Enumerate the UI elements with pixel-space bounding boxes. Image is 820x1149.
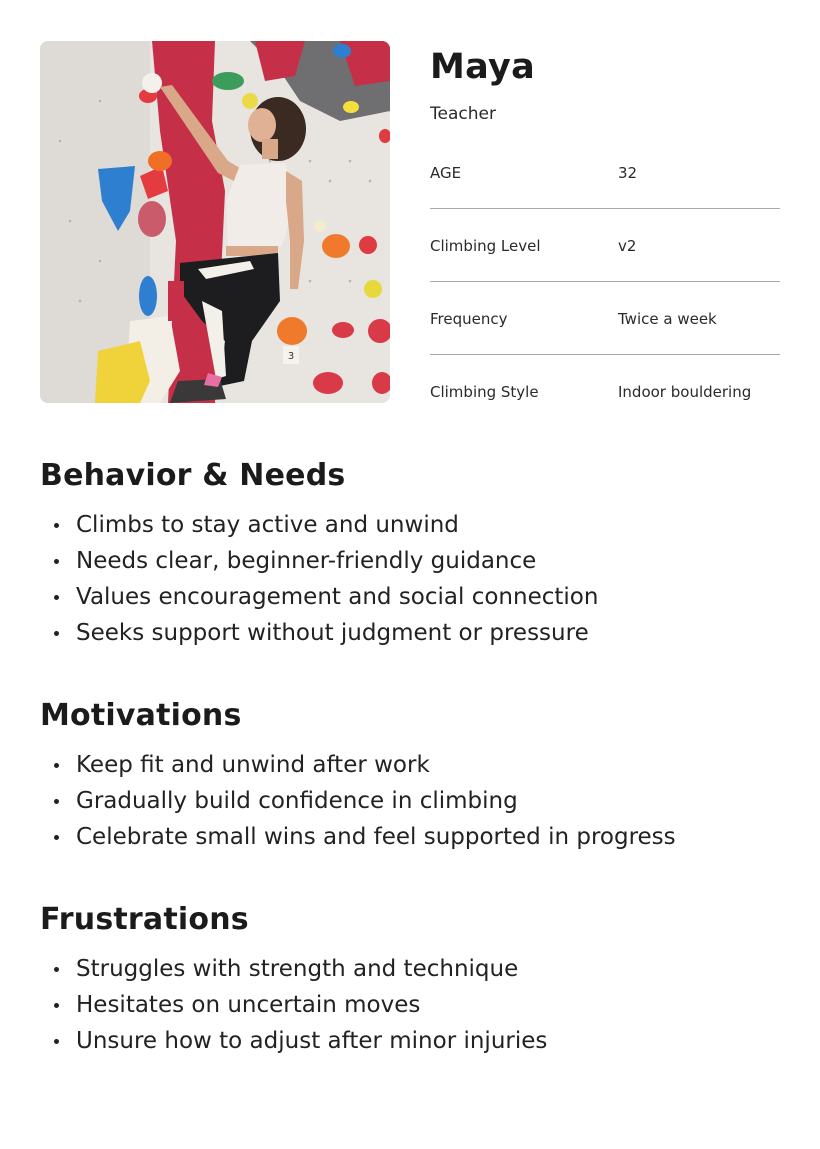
list-item: Seeks support without judgment or pressure <box>40 615 780 651</box>
list-item: Struggles with strength and technique <box>40 951 780 987</box>
attribute-value: Twice a week <box>618 310 717 328</box>
attribute-label: Frequency <box>430 310 508 328</box>
attribute-value: Indoor bouldering <box>618 383 752 401</box>
svg-text:3: 3 <box>287 351 295 362</box>
attribute-label: Climbing Style <box>430 383 539 401</box>
bullet-icon <box>54 631 59 636</box>
attribute-value: v2 <box>618 237 637 255</box>
section-behavior-needs <box>40 458 780 651</box>
attribute-row-age <box>430 136 780 209</box>
section-title: Behavior & Needs <box>40 458 346 493</box>
attribute-value: 32 <box>618 164 638 182</box>
list-item: Values encouragement and social connection <box>40 579 780 615</box>
bullet-icon <box>54 559 59 564</box>
attribute-row-frequency <box>430 282 780 355</box>
list-item: Celebrate small wins and feel supported in progress <box>40 819 780 855</box>
bullet-list <box>40 507 780 651</box>
bullet-icon <box>54 523 59 528</box>
section-title: Frustrations <box>40 902 249 937</box>
persona-occupation: Teacher <box>430 104 496 124</box>
route-tag <box>283 346 299 364</box>
bullet-icon <box>54 1003 59 1008</box>
section-motivations <box>40 698 780 855</box>
bullet-icon <box>54 967 59 972</box>
bullet-icon <box>54 1039 59 1044</box>
bullet-icon <box>54 595 59 600</box>
bullet-icon <box>54 835 59 840</box>
climbing-wall-image <box>40 41 390 403</box>
persona-photo <box>40 41 390 403</box>
list-item: Hesitates on uncertain moves <box>40 987 780 1023</box>
attribute-label: AGE <box>430 164 462 182</box>
list-item: Gradually build confidence in climbing <box>40 783 780 819</box>
section-frustrations <box>40 902 780 1059</box>
bullet-icon <box>54 799 59 804</box>
list-item: Unsure how to adjust after minor injuries <box>40 1023 780 1059</box>
attribute-row-climbing-level <box>430 209 780 282</box>
bullet-list <box>40 951 780 1059</box>
bullet-list <box>40 747 780 855</box>
attribute-row-climbing-style <box>430 355 780 427</box>
list-item: Keep fit and unwind after work <box>40 747 780 783</box>
attribute-label: Climbing Level <box>430 237 541 255</box>
persona-attributes <box>430 136 780 427</box>
section-title: Motivations <box>40 698 242 733</box>
bullet-icon <box>54 763 59 768</box>
list-item: Needs clear, beginner-friendly guidance <box>40 543 780 579</box>
persona-name: Maya <box>430 47 536 87</box>
list-item: Climbs to stay active and unwind <box>40 507 780 543</box>
